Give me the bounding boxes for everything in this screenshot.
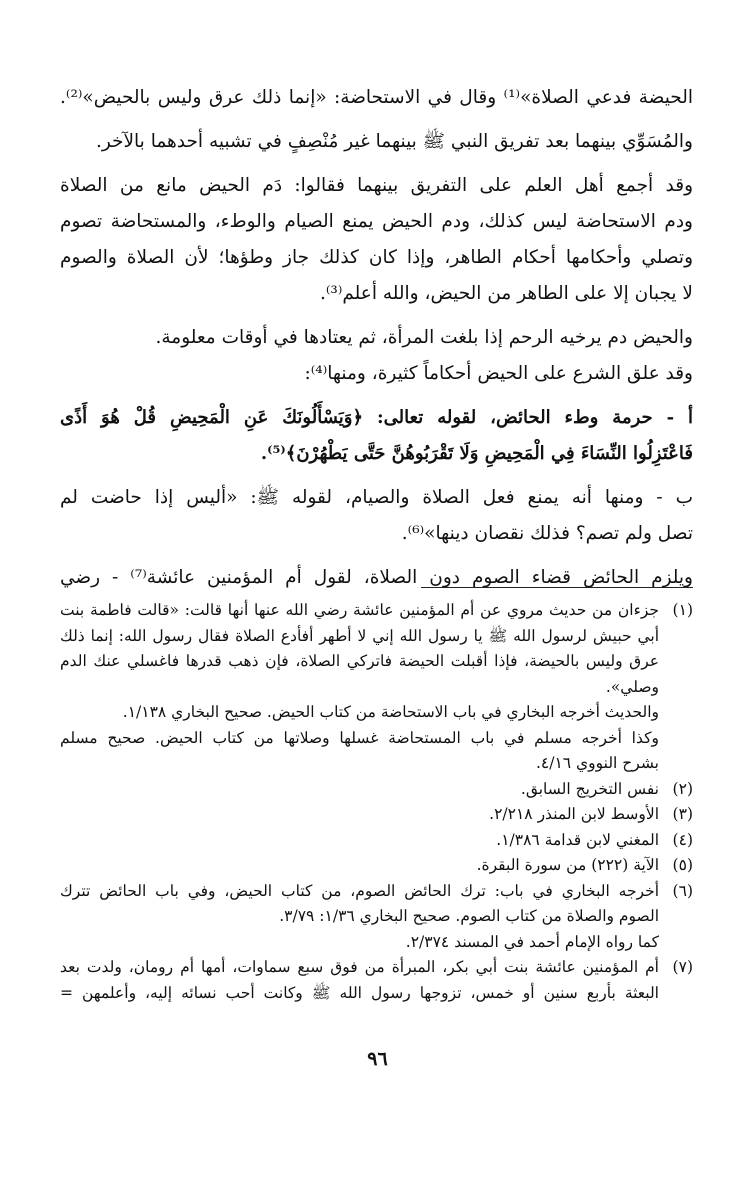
footnote-line: الأوسط لابن المنذر ٢/٢١٨. <box>489 805 659 823</box>
footnote-line: وصلي». <box>605 677 659 696</box>
body-line: والحيض دم يرخيه الرحم إذا بلغت المرأة، ثم يعتادها في أوقات معلومة. <box>155 327 693 348</box>
body-line: والمُسَوِّي بينهما بعد تفريق النبي ﷺ بينهما غير مُنْصِفٍ في تشبيه أحدهما بالآخر. <box>95 131 693 152</box>
footnote-5 <box>60 853 693 879</box>
footnote-line: جزءان من حديث مروي عن أم المؤمنين عائشة رضي الله عنها أنها قالت: «قالت فاطمة بنت <box>60 601 659 619</box>
footnote-number: (٣) <box>672 805 693 823</box>
quran-verse-line: أ - حرمة وطء الحائض، لقوله تعالى: ﴿وَيَسْأَلُونَكَ عَنِ الْمَحِيضِ قُلْ هُوَ أَذًى <box>60 407 693 428</box>
body-line: ويلزم الحائض قضاء الصوم دون الصلاة، لقول أم المؤمنين عائشة⁽⁷⁾ - رضي <box>60 567 693 588</box>
footnote-line: بشرح النووي ٤/١٦. <box>535 754 659 772</box>
footnote-line: الصوم والصلاة من كتاب الصوم. صحيح البخاري ١/٣٦: ٣/٧٩. <box>279 907 659 925</box>
footnote-number: (٧) <box>672 958 693 976</box>
footnote-number: (٤) <box>672 830 693 849</box>
footnote-number: (٢) <box>672 779 693 798</box>
body-line: الحيضة فدعي الصلاة»⁽¹⁾ وقال في الاستحاضة: «إنما ذلك عرق وليس بالحيض»⁽²⁾. <box>60 87 694 108</box>
footnote-separator <box>421 587 693 588</box>
footnote-number: (٦) <box>672 881 693 900</box>
body-line: تصل ولم تصم؟ فذلك نقصان دينها»⁽⁶⁾. <box>401 523 693 544</box>
footnotes <box>60 598 693 1006</box>
footnote-line: البعثة بأربع سنين أو خمس، تزوجها رسول الله ﷺ وكانت أحب نسائه إليه، وأعلمهن = <box>60 983 659 1002</box>
footnote-line: وكذا أخرجه مسلم في باب المستحاضة غسلها وصلاتها من كتاب الحيض. صحيح مسلم <box>60 728 659 747</box>
main-text <box>60 80 693 596</box>
footnote-1 <box>60 598 693 777</box>
body-line: لا يجبان إلا على الطاهر من الحيض، والله أعلم⁽³⁾. <box>319 283 693 304</box>
footnote-number: (١) <box>672 601 693 619</box>
footnote-line: نفس التخريج السابق. <box>520 779 659 798</box>
footnote-6 <box>60 879 693 956</box>
footnote-4 <box>60 828 693 854</box>
footnote-line: أخرجه البخاري في باب: ترك الحائض الصوم، من كتاب الحيض، وفي باب الحائض تترك <box>60 881 659 900</box>
body-line: وقد علق الشرع على الحيض أحكاماً كثيرة، ومنها⁽⁴⁾: <box>304 363 693 384</box>
page-number: ٩٦ <box>367 1048 388 1070</box>
footnote-line: كما رواه الإمام أحمد في المسند ٢/٣٧٤. <box>405 932 659 951</box>
footnote-3 <box>60 802 693 828</box>
body-line: ب - ومنها أنه يمنع فعل الصلاة والصيام، لقوله ﷺ: «أليس إذا حاضت لم <box>60 487 693 508</box>
body-line: وقد أجمع أهل العلم على التفريق بينهما فقالوا: دَم الحيض مانع من الصلاة <box>60 175 693 196</box>
footnote-line: والحديث أخرجه البخاري في باب الاستحاضة من كتاب الحيض. صحيح البخاري ١/١٣٨. <box>122 703 659 721</box>
quran-verse-line: فَاعْتَزِلُوا النِّسَاءَ فِي الْمَحِيضِ وَلَا تَقْرَبُوهُنَّ حَتَّى يَطْهُرْنَ﴾⁽⁵⁾. <box>260 443 693 464</box>
footnote-2 <box>60 777 693 803</box>
footnote-number: (٥) <box>672 856 693 874</box>
footnote-line: المغني لابن قدامة ١/٣٨٦. <box>496 830 659 849</box>
footnote-line: أبي حبيش لرسول الله ﷺ يا رسول الله إني لا أطهر أفأدع الصلاة فقال رسول الله: إنما ذلك <box>60 626 659 645</box>
body-line: ودم الاستحاضة ليس كذلك، ودم الحيض يمنع الصيام والوطء، والمستحاضة تصوم <box>60 211 693 232</box>
body-line: وتصلي وأحكامها أحكام الطاهر، وإذا كان كذلك جاز وطؤها؛ لأن الصلاة والصوم <box>60 247 693 268</box>
footnote-line: الآية (٢٢٢) من سورة البقرة. <box>476 856 659 874</box>
footnote-line: أم المؤمنين عائشة بنت أبي بكر، المبرأة من فوق سبع سماوات، أمها أم رومان، ولدت بعد <box>60 958 659 976</box>
footnote-7 <box>60 955 693 1006</box>
footnote-line: عرق وليس بالحيضة، فإذا أقبلت الحيضة فاتركي الصلاة، فإن ذهب قدرها فاغسلي عنك الدم <box>60 652 659 670</box>
